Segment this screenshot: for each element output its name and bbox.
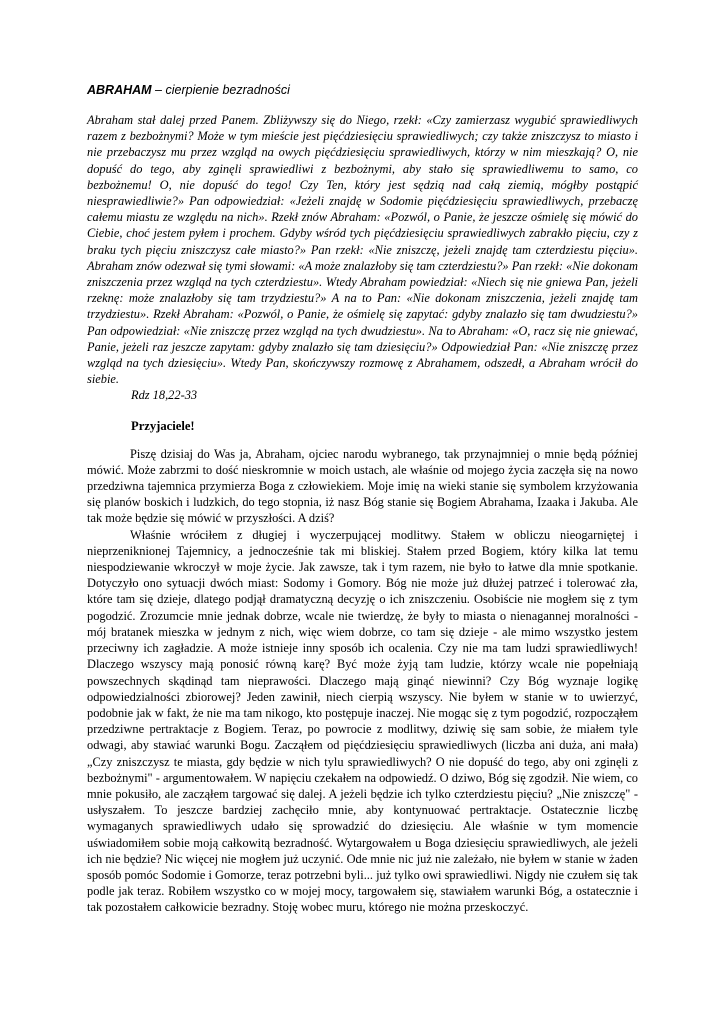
letter-paragraph-1: Piszę dzisiaj do Was ja, Abraham, ojciec narodu wybranego, tak przynajmniej o mnie będą później mówić. Może zabrzmi to dość nieskromnie w moich ustach, ale właśnie od mojego życia zaczęła się na nowo przedziwna tajemnica przymierza Boga z człowiekiem. Moje imię na wieki stanie się symbolem krzyżowania się planów boskich i ludzkich, do tego stopnia, iż nasz Bóg stanie się Bogiem Abrahama, Izaaka i Jakuba. Ale tak może będzie się mówić w przyszłości. A dziś?: [87, 446, 638, 526]
heading-title-rest: – cierpienie bezradności: [151, 83, 290, 97]
heading-title-bold: ABRAHAM: [87, 83, 152, 97]
document-heading: [87, 82, 638, 98]
scripture-reference: Rdz 18,22-33: [131, 388, 198, 403]
letter-greeting: Przyjaciele!: [131, 418, 195, 433]
document-page: [87, 82, 638, 916]
letter-paragraph-2: Właśnie wróciłem z długiej i wyczerpującej modlitwy. Stałem w obliczu nieogarniętej i nieprzeniknionej Tajemnicy, a jednocześnie tak mi bliskiej. Stałem przed Bogiem, który kilka lat temu niespodziewanie wkroczył w moje życie. Jak zawsze, tak i tym razem, nie było to łatwe dla mnie spotkanie. Dotyczyło ono sytuacji dwóch miast: Sodomy i Gomory. Bóg nie może już dłużej patrzeć i tolerować zła, które tam się dzieje, dlatego podjął dramatyczną decyzję o ich zniszczeniu. Osobiście nie mogłem się z tym pogodzić. Zrozumcie mnie jednak dobrze, wcale nie twierdzę, że były to miasta o nienagannej moralności - mój bratanek mieszka w jednym z nich, więc wiem dobrze, co tam się dzieje - ale mimo wszystko jestem przeciwny ich zagładzie. A może istnieje inny sposób ich ocalenia. Czy nie ma tam ludzi sprawiedliwych! Dlaczego wszyscy mają ponosić równą karę? Być może żyją tam ludzie, którzy wcale nie popełniają powszechnych skądinąd tam nieprawości. Dlaczego mają ginąć niewinni? Czy Bóg wyznaje logikę odpowiedzialności zbiorowej? Jeden zawinił, niech cierpią wszyscy. Nie byłem w stanie w to uwierzyć, podobnie jak w fakt, że nie ma tam nikogo, kto postępuje inaczej. Nie mogąc się z tym pogodzić, rozpocząłem przedziwne pertraktacje z Bogiem. Teraz, po powrocie z modlitwy, dziwię się sam sobie, że miałem tyle odwagi, aby stawiać warunki Bogu. Zacząłem od pięćdziesięciu sprawiedliwych (liczba ani duża, ani mała) „Czy zniszczysz te miasta, gdy będzie w nich tylu sprawiedliwych? O nie dopuść do tego, aby oni zginęli z bezbożnymi" - argumentowałem. W napięciu czekałem na odpowiedź. O dziwo, Bóg się zgodził. Nie wiem, co mnie pokusiło, ale zacząłem targować się dalej. A jeżeli będzie ich tylko czterdziestu pięciu? „Nie zniszczę" - usłyszałem. To jeszcze bardziej zachęciło mnie, aby kontynuować pertraktacje. Ostatecznie liczbę wymaganych sprawiedliwych udało się sprowadzić do dziesięciu. Ale właśnie w tym momencie uświadomiłem sobie moją całkowitą bezradność. Wytargowałem u Boga dziesięciu sprawiedliwych, ale jeżeli ich nie będzie? Nic więcej nie mogłem już uczynić. Ode mnie nic już nie zależało, nie byłem w stanie w żaden sposób pomóc Sodomie i Gomorze, teraz potrzebni byli... już tylko owi sprawiedliwi. Nigdy nie czułem się tak podle jak teraz. Robiłem wszystko co w mojej mocy, targowałem się, stawiałem warunki Bóg, a ostatecznie i tak pozostałem całkowicie bezradny. Stoję wobec muru, którego nie można przeskoczyć.: [87, 527, 638, 915]
scripture-quote: Abraham stał dalej przed Panem. Zbliżywszy się do Niego, rzekł: «Czy zamierzasz wygubić sprawiedliwych razem z bezbożnymi? Może w tym mieście jest pięćdziesięciu sprawiedliwych; czy także zniszczysz to miasto i nie przebaczysz mu przez wzgląd na owych pięćdziesięciu sprawiedliwych, którzy w nim mieszkają? O, nie dopuść do tego, aby zginęli sprawiedliwi z bezbożnymi, aby stało się sprawiedliwemu to samo, co bezbożnemu! O, nie dopuść do tego! Czy Ten, który jest sędzią nad całą ziemią, mógłby postąpić niesprawiedliwie?» Pan odpowiedział: «Jeżeli znajdę w Sodomie pięćdziesięciu sprawiedliwych, przebaczę całemu miastu ze względu na nich». Rzekł znów Abraham: «Pozwól, o Panie, że jeszcze ośmielę się mówić do Ciebie, choć jestem pyłem i prochem. Gdyby wśród tych pięćdziesięciu sprawiedliwych zabrakło pięciu, czy z braku tych pięciu zniszczysz całe miasto?» Pan rzekł: «Nie zniszczę, jeżeli znajdę tam czterdziestu pięciu». Abraham znów odezwał się tymi słowami: «A może znalazłoby się tam czterdziestu?» Pan rzekł: «Nie dokonam zniszczenia przez wzgląd na tych czterdziestu». Wtedy Abraham powiedział: «Niech się nie gniewa Pan, jeżeli rzeknę: może znalazłoby się tam trzydziestu?» A na to Pan: «Nie dokonam zniszczenia, jeżeli znajdę tam trzydziestu». Rzekł Abraham: «Pozwól, o Panie, że ośmielę się zapytać: gdyby znalazło się tam dwudziestu?» Pan odpowiedział: «Nie zniszczę przez wzgląd na tych dwudziestu». Na to Abraham: «O, racz się nie gniewać, Panie, jeżeli raz jeszcze zapytam: gdyby znalazło się tam dziesięciu?» Odpowiedział Pan: «Nie zniszczę przez wzgląd na tych dziesięciu». Wtedy Pan, skończywszy rozmowę z Abrahamem, odszedł, a Abraham wrócił do siebie.: [87, 113, 639, 387]
